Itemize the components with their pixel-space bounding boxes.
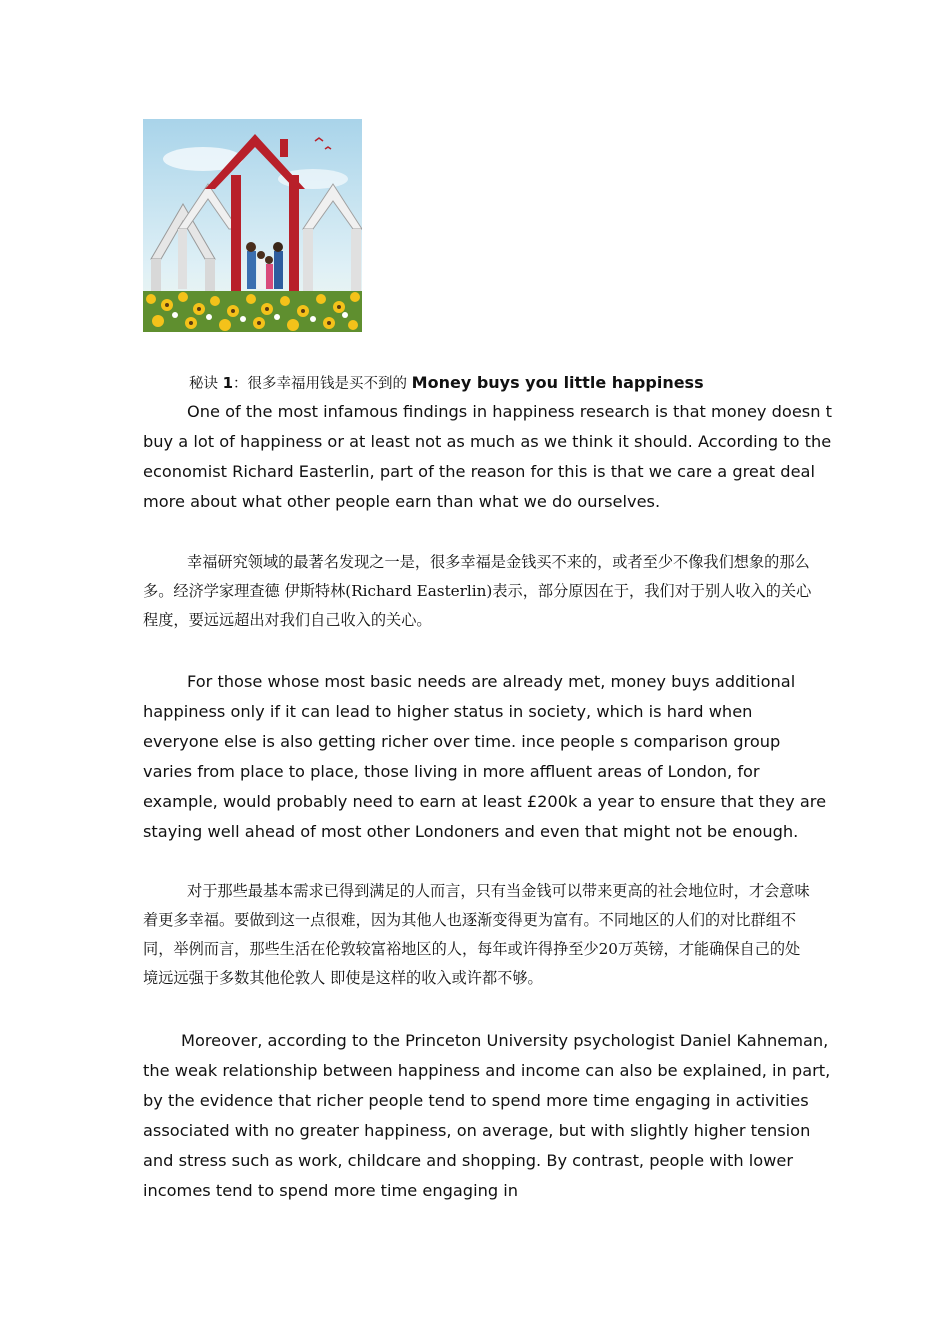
paragraph-en-1: One of the most infamous findings in happiness research is that money doesn t buy a lot of happiness or at least not as much as we think it should. According to the economist Richard Easterlin, part of the reason for this is that we care a great deal more about what other people earn than what we do ourselves. [143, 402, 832, 511]
illustration-image [143, 119, 362, 332]
tip-heading-prefix: 秘诀 [189, 376, 223, 392]
paragraph-en-2: For those whose most basic needs are already met, money buys additional happiness only if it can lead to higher status in society, which is hard when everyone else is also getting richer over time. ince people s comparison group varies from place to place, those living in more affluent areas of London, for example, would probably need to earn at least £200k a year to ensure that they are staying well ahead of most other Londoners and even that might not be enough. [143, 672, 827, 841]
paragraph-zh-1: 幸福研究领域的最著名发现之一是，很多幸福是金钱买不来的，或者至少不像我们想象的那么多。经济学家理查德 伊斯特林(Richard Easterlin)表示，部分原因在于，我们对于别人收入的关心程度，要远远超出对我们自己收入的关心。 [143, 553, 812, 629]
tip-number: 1 [222, 374, 234, 392]
paragraph-en-3: Moreover, according to the Princeton University psychologist Daniel Kahneman, the weak relationship between happiness and income can also be explained, in part, by the evidence that richer people tend to spend more time engaging in activities associated with no greater happiness, on average, but with slightly higher tension and stress such as work, childcare and shopping. By contrast, people with lower incomes tend to spend more time engaging in [143, 1031, 831, 1200]
paragraph-zh-2: 对于那些最基本需求已得到满足的人而言，只有当金钱可以带来更高的社会地位时，才会意味着更多幸福。要做到这一点很难，因为其他人也逐渐变得更为富有。不同地区的人们的对比群组不同，举例而言，那些生活在伦敦较富裕地区的人，每年或许得挣至少20万英镑，才能确保自己的处境远远强于多数其他伦敦人 即使是这样的收入或许都不够。 [143, 882, 810, 987]
tip-heading [189, 372, 889, 395]
tip-heading-zh: ：很多幸福用钱是买不到的 [233, 376, 412, 392]
tip-heading-en: Money buys you little happiness [411, 373, 704, 392]
house-family-illustration [143, 119, 362, 332]
